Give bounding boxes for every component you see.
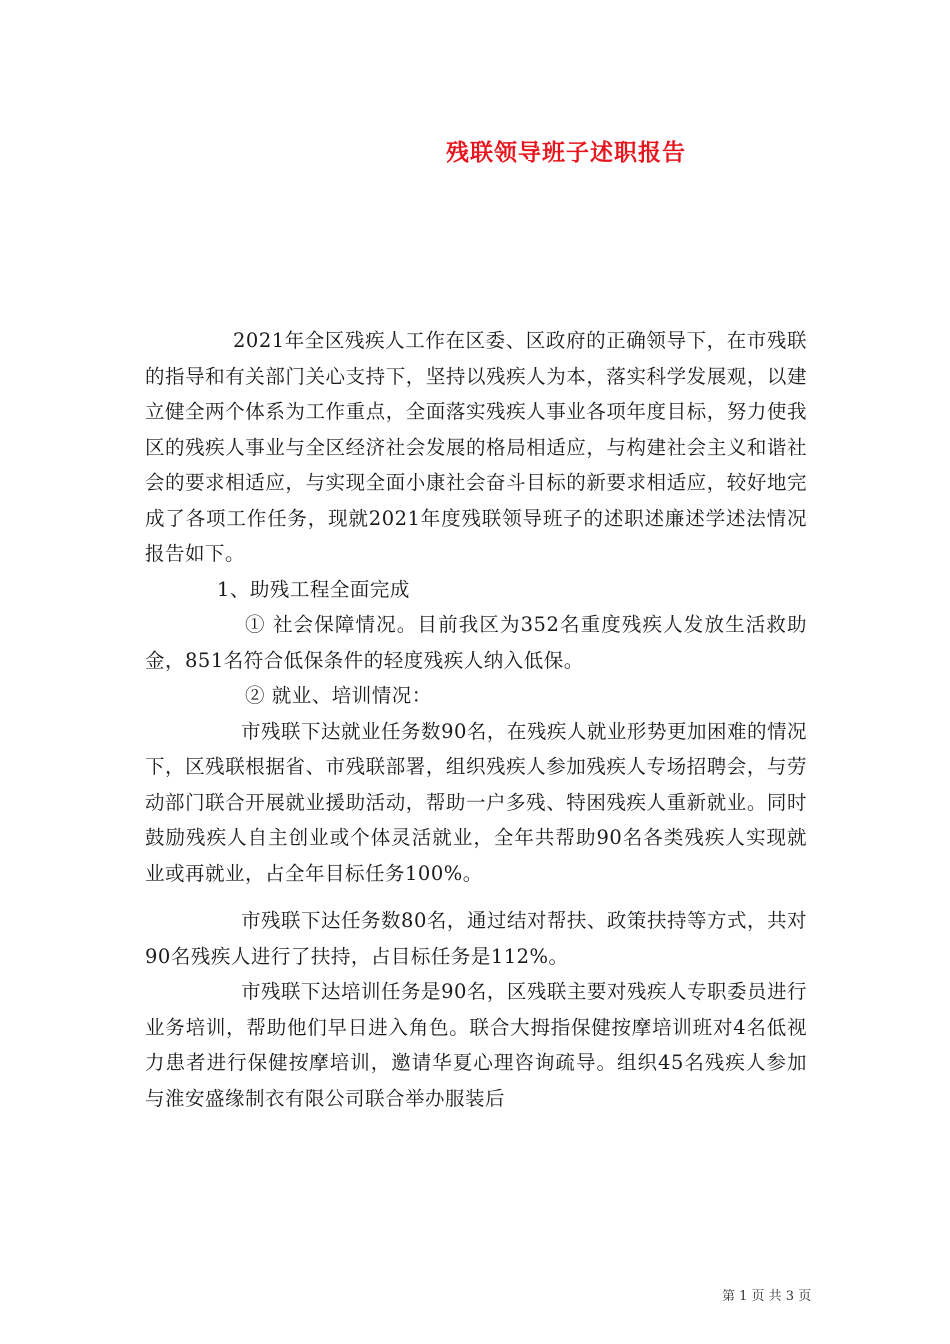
document-body — [145, 323, 807, 1116]
paragraph-employment: 市残联下达就业任务数90名，在残疾人就业形势更加困难的情况下，区残联根据省、市残联部署，组织残疾人参加残疾人专场招聘会，与劳动部门联合开展就业援助活动，帮助一户多残、特困残疾人重新就业。同时鼓励残疾人自主创业或个体灵活就业，全年共帮助90名各类残疾人实现就业或再就业，占全年目标任务100%。 — [145, 719, 807, 885]
paragraph-intro: 2021年全区残疾人工作在区委、区政府的正确领导下，在市残联的指导和有关部门关心支持下，坚持以残疾人为本，落实科学发展观，以建立健全两个体系为工作重点，全面落实残疾人事业各项年度目标，努力使我区的残疾人事业与全区经济社会发展的格局相适应，与构建社会主义和谐社会的要求相适应，与实现全面小康社会奋斗目标的新要求相适应，较好地完成了各项工作任务，现就2021年度残联领导班子的述职述廉述学述法情况报告如下。 — [145, 329, 807, 565]
document-title: 残联领导班子述职报告 — [446, 139, 686, 166]
page-number: 第 1 页 共 3 页 — [722, 1289, 812, 1304]
paragraph-training: 市残联下达培训任务是90名，区残联主要对残疾人专职委员进行业务培训，帮助他们早日进入角色。联合大拇指保健按摩培训班对4名低视力患者进行保健按摩培训，邀请华夏心理咨询疏导。组织45名残疾人参加与淮安盛缘制衣有限公司联合举办服装后 — [145, 980, 807, 1110]
paragraph-social-security: ① 社会保障情况。目前我区为352名重度残疾人发放生活救助金，851名符合低保条件的轻度残疾人纳入低保。 — [145, 613, 807, 672]
section-heading: 1、助残工程全面完成 — [217, 577, 410, 601]
subsection-heading: ② 就业、培训情况： — [245, 684, 432, 707]
paragraph-support: 市残联下达任务数80名，通过结对帮扶、政策扶持等方式，共对90名残疾人进行了扶持，占目标任务是112%。 — [145, 909, 807, 968]
